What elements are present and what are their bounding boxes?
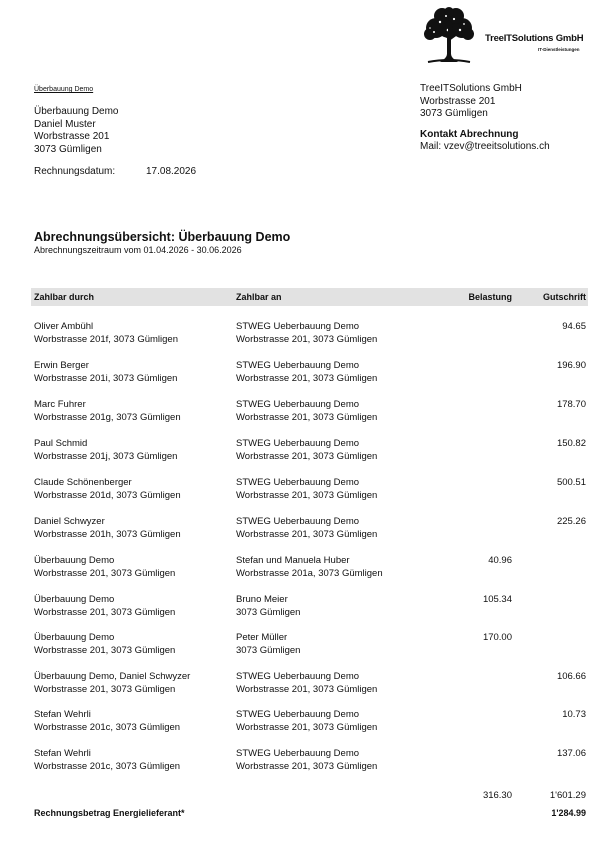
credit-amount: 106.66 [556, 671, 586, 682]
payee-name: STWEG Ueberbauung Demo [236, 399, 360, 410]
payee-name: STWEG Ueberbauung Demo [236, 516, 360, 527]
payee-name: STWEG Ueberbauung Demo [236, 477, 360, 488]
credit-amount: 10.73 [562, 709, 586, 720]
recipient-line: Daniel Muster [34, 118, 96, 130]
credit-amount: 500.51 [556, 477, 586, 488]
payee-address: Worbstrasse 201, 3073 Gümligen [236, 412, 378, 423]
debit-amount: 105.34 [482, 594, 512, 605]
payee-address: Worbstrasse 201, 3073 Gümligen [236, 451, 378, 462]
payer-name: Claude Schönenberger [34, 477, 132, 488]
recipient-address [34, 106, 119, 156]
sum-credit: 1'601.29 [549, 790, 586, 801]
credit-amount: 196.90 [556, 360, 586, 371]
sum-debit: 316.30 [482, 790, 512, 801]
logo-tagline: IT-Dienstleistungen [538, 47, 580, 52]
header-payer: Zahlbar durch [34, 292, 95, 302]
payee-name: STWEG Ueberbauung Demo [236, 360, 360, 371]
debit-amount: 40.96 [488, 555, 512, 566]
total-label: Rechnungsbetrag Energielieferant* [34, 808, 185, 818]
payer-name: Überbauung Demo [34, 632, 115, 643]
payee-name: Peter Müller [236, 632, 288, 643]
payee-name: STWEG Ueberbauung Demo [236, 438, 360, 449]
recipient-line: 3073 Gümligen [34, 143, 102, 155]
payer-address: Worbstrasse 201, 3073 Gümligen [34, 607, 176, 618]
payer-name: Paul Schmid [34, 438, 88, 449]
payer-address: Worbstrasse 201c, 3073 Gümligen [34, 722, 181, 733]
payee-address: Worbstrasse 201, 3073 Gümligen [236, 722, 378, 733]
payer-name: Marc Fuhrer [34, 399, 86, 410]
table-row [0, 515, 600, 543]
payee-address: Worbstrasse 201, 3073 Gümligen [236, 334, 378, 345]
payer-name: Überbauung Demo [34, 555, 115, 566]
payer-address: Worbstrasse 201, 3073 Gümligen [34, 645, 176, 656]
payer-address: Worbstrasse 201f, 3073 Gümligen [34, 334, 178, 345]
table-row [0, 631, 600, 659]
payer-name: Erwin Berger [34, 360, 89, 371]
payer-address: Worbstrasse 201c, 3073 Gümligen [34, 761, 181, 772]
payer-name: Stefan Wehrli [34, 709, 91, 720]
payer-address: Worbstrasse 201, 3073 Gümligen [34, 568, 176, 579]
payer-address: Worbstrasse 201g, 3073 Gümligen [34, 412, 181, 423]
contact-title: Kontakt Abrechnung [420, 128, 519, 140]
payer-name: Überbauung Demo [34, 594, 115, 605]
credit-amount: 225.26 [556, 516, 586, 527]
table-row [0, 476, 600, 504]
sender-line: 3073 Gümligen [420, 108, 488, 119]
company-logo [418, 6, 590, 66]
payer-address: Worbstrasse 201i, 3073 Gümligen [34, 373, 178, 384]
table-row [0, 747, 600, 775]
payer-address: Worbstrasse 201h, 3073 Gümligen [34, 529, 181, 540]
document-title: Abrechnungsübersicht: Überbauung Demo [34, 230, 291, 244]
payee-address: Worbstrasse 201a, 3073 Gümligen [236, 568, 383, 579]
payee-address: Worbstrasse 201, 3073 Gümligen [236, 373, 378, 384]
payee-name: STWEG Ueberbauung Demo [236, 709, 360, 720]
payee-name: Bruno Meier [236, 594, 288, 605]
sender-line: Worbstrasse 201 [420, 95, 496, 107]
payer-name: Oliver Ambühl [34, 321, 94, 332]
table-row [0, 398, 600, 426]
credit-amount: 94.65 [562, 321, 586, 332]
payer-name: Stefan Wehrli [34, 748, 91, 759]
table-row [0, 554, 600, 582]
total-amount: 1'284.99 [551, 808, 586, 818]
contact-mail: Mail: vzev@treeitsolutions.ch [420, 141, 550, 152]
debit-amount: 170.00 [482, 632, 512, 643]
payee-address: Worbstrasse 201, 3073 Gümligen [236, 529, 378, 540]
invoice-date-label: Rechnungsdatum: [34, 166, 116, 177]
table-row [0, 670, 600, 698]
sender-address [420, 83, 550, 154]
table-row [0, 437, 600, 465]
header-credit: Gutschrift [542, 292, 586, 302]
credit-amount: 178.70 [556, 399, 586, 410]
recipient-line: Worbstrasse 201 [34, 131, 110, 142]
payee-name: STWEG Ueberbauung Demo [236, 321, 360, 332]
payee-address: Worbstrasse 201, 3073 Gümligen [236, 761, 378, 772]
logo-company-name: TreeITSolutions GmbH [485, 33, 584, 44]
tree-icon [418, 6, 480, 66]
payer-address: Worbstrasse 201d, 3073 Gümligen [34, 490, 181, 501]
header-payee: Zahlbar an [236, 292, 282, 302]
payee-address: Worbstrasse 201, 3073 Gümligen [236, 490, 378, 501]
payee-name: STWEG Ueberbauung Demo [236, 671, 360, 682]
payer-address: Worbstrasse 201j, 3073 Gümligen [34, 451, 178, 462]
table-row [0, 708, 600, 736]
table-header [31, 288, 588, 306]
header-debit: Belastung [468, 292, 512, 302]
payer-address: Worbstrasse 201, 3073 Gümligen [34, 684, 176, 695]
table-row [0, 320, 600, 348]
credit-amount: 150.82 [556, 438, 586, 449]
payee-address: 3073 Gümligen [236, 607, 301, 618]
payee-address: 3073 Gümligen [236, 645, 301, 656]
billing-period: Abrechnungszeitraum vom 01.04.2026 - 30.06.2026 [34, 245, 242, 255]
recipient-line: Überbauung Demo [34, 106, 119, 117]
payer-name: Daniel Schwyzer [34, 516, 105, 527]
sender-reference: Überbauung Demo [34, 86, 94, 93]
payer-name: Überbauung Demo, Daniel Schwyzer [34, 671, 191, 682]
table-row [0, 359, 600, 387]
payee-name: Stefan und Manuela Huber [236, 555, 350, 566]
payee-name: STWEG Ueberbauung Demo [236, 748, 360, 759]
table-row [0, 593, 600, 621]
credit-amount: 137.06 [556, 748, 586, 759]
invoice-date-value: 17.08.2026 [146, 166, 197, 177]
sender-line: TreeITSolutions GmbH [420, 83, 522, 94]
payee-address: Worbstrasse 201, 3073 Gümligen [236, 684, 378, 695]
